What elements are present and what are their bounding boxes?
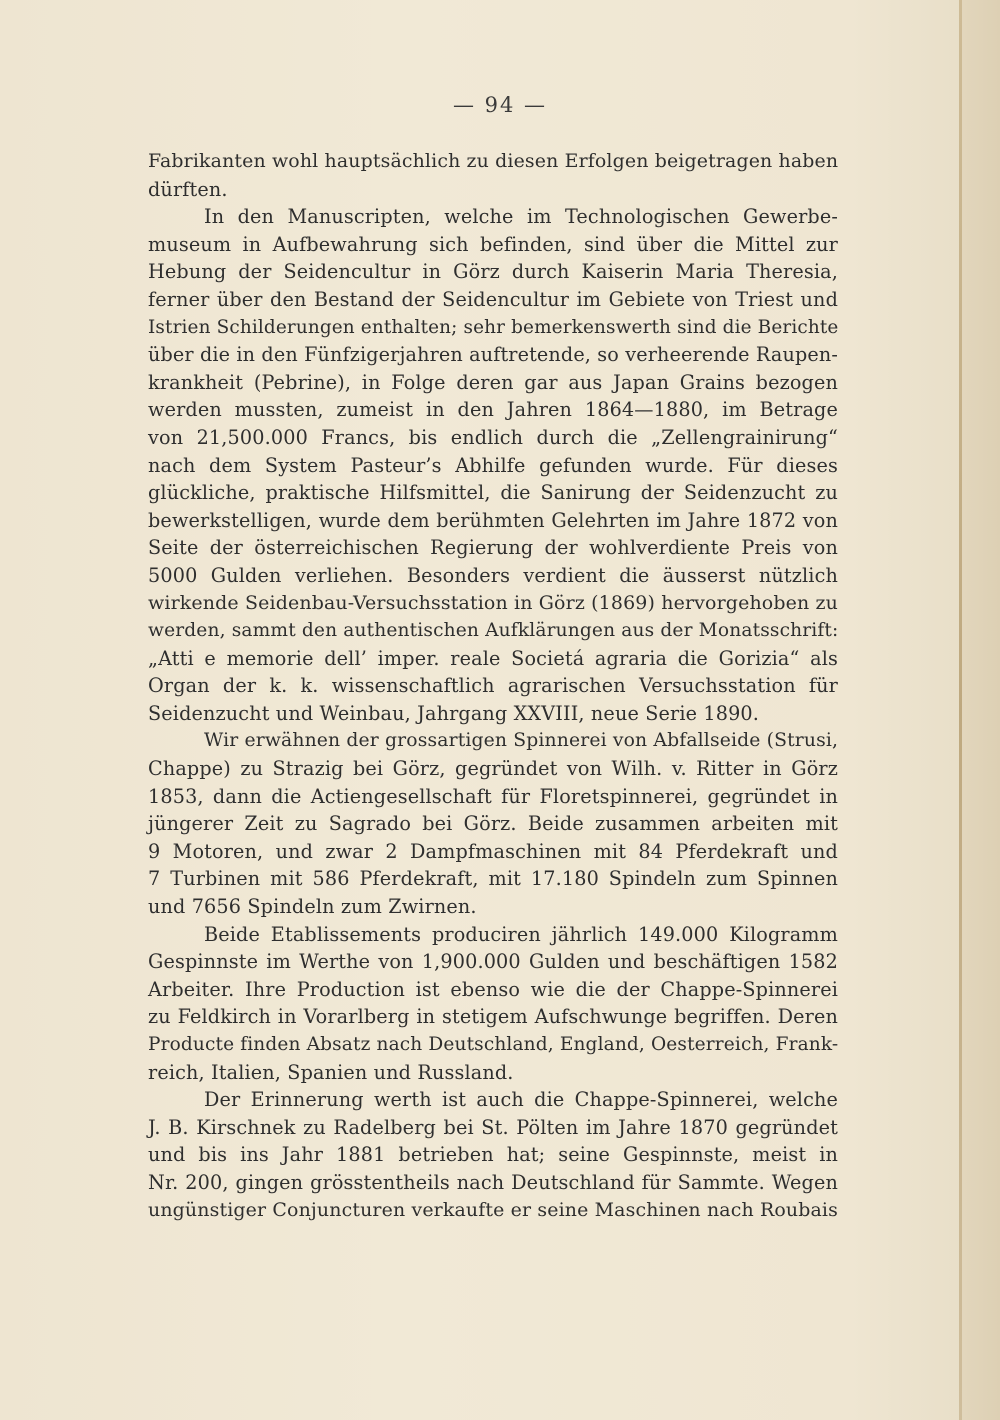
- text-line: Hebung der Seidencultur in Görz durch Kaiserin Maria Theresia,: [148, 260, 838, 284]
- text-line: Wir erwähnen der grossartigen Spinnerei von Abfallseide (Strusi,: [204, 730, 839, 752]
- text-line: 5000 Gulden verliehen. Besonders verdient die äusserst nützlich: [148, 563, 838, 587]
- text-line: Seidenzucht und Weinbau, Jahrgang XXVIII, neue Serie 1890.: [148, 701, 760, 725]
- text-line: Fabrikanten wohl hauptsächlich zu diesen Erfolgen beigetragen haben: [148, 150, 839, 172]
- text-line: reich, Italien, Spanien und Russland.: [148, 1060, 514, 1084]
- body-text: [148, 148, 838, 1224]
- text-line: wirkende Seidenbau-Versuchsstation in Görz (1869) hervorgehoben zu: [148, 591, 839, 614]
- text-line: Der Erinnerung werth ist auch die Chappe-Spinnerei, welche: [204, 1088, 838, 1112]
- text-line: 1853, dann die Actiengesellschaft für Floretspinnerei, gegründet in: [148, 784, 838, 808]
- text-line: Beide Etablissements produciren jährlich 149.000 Kilogramm: [204, 922, 838, 946]
- text-line: jüngerer Zeit zu Sagrado bei Görz. Beide zusammen arbeiten mit: [148, 812, 838, 836]
- text-line: Gespinnste im Werthe von 1,900.000 Gulden und beschäftigen 1582: [148, 950, 838, 974]
- text-line: über die in den Fünfzigerjahren auftretende, so verheerende Raupen-: [148, 343, 838, 367]
- text-line: werden mussten, zumeist in den Jahren 1864—1880, im Betrage: [148, 398, 838, 422]
- text-line: und 7656 Spindeln zum Zwirnen.: [148, 895, 477, 919]
- text-line: krankheit (Pebrine), in Folge deren gar aus Japan Grains bezogen: [148, 370, 838, 394]
- text-line: und bis ins Jahr 1881 betrieben hat; seine Gespinnste, meist in: [148, 1143, 838, 1167]
- text-line: Organ der k. k. wissenschaftlich agrarischen Versuchsstation für: [148, 674, 838, 698]
- text-line: bewerkstelligen, wurde dem berühmten Gelehrten im Jahre 1872 von: [148, 508, 838, 532]
- text-line: In den Manuscripten, welche im Technologischen Gewerbe-: [204, 205, 838, 229]
- text-line: Producte finden Absatz nach Deutschland, England, Oesterreich, Frank-: [148, 1034, 839, 1055]
- text-line: ferner über den Bestand der Seidencultur im Gebiete von Triest und: [148, 287, 838, 311]
- text-line: Seite der österreichischen Regierung der wohlverdiente Preis von: [148, 536, 838, 560]
- text-line: Nr. 200, gingen grösstentheils nach Deutschland für Sammte. Wegen: [148, 1170, 838, 1194]
- text-line: von 21,500.000 Francs, bis endlich durch die „Zellengrainirung“: [148, 425, 838, 449]
- text-line: Chappe) zu Strazig bei Görz, gegründet von Wilh. v. Ritter in Görz: [148, 757, 838, 781]
- text-line: nach dem System Pasteur’s Abhilfe gefunden wurde. Für dieses: [148, 453, 838, 477]
- text-line: 9 Motoren, und zwar 2 Dampfmaschinen mit 84 Pferdekraft und: [148, 839, 838, 863]
- text-line: 7 Turbinen mit 586 Pferdekraft, mit 17.180 Spindeln zum Spinnen: [148, 867, 838, 891]
- text-line: Arbeiter. Ihre Production ist ebenso wie die der Chappe-Spinnerei: [148, 977, 838, 1001]
- page-number: — 94 —: [452, 93, 548, 117]
- text-line: J. B. Kirschnek zu Radelberg bei St. Pölten im Jahre 1870 gegründet: [148, 1115, 838, 1139]
- text-line: „Atti e memorie dell’ imper. reale Societá agraria die Gorizia“ als: [148, 646, 838, 670]
- page-fold-line: [959, 0, 962, 1420]
- text-line: museum in Aufbewahrung sich befinden, sind über die Mittel zur: [148, 232, 838, 256]
- text-line: werden, sammt den authentischen Aufklärungen aus der Monatsschrift:: [148, 620, 839, 642]
- text-line: zu Feldkirch in Vorarlberg in stetigem Aufschwunge begriffen. Deren: [148, 1005, 838, 1029]
- text-line: glückliche, praktische Hilfsmittel, die Sanirung der Seidenzucht zu: [148, 481, 838, 505]
- text-line: dürften.: [148, 177, 228, 201]
- text-line: Istrien Schilderungen enthalten; sehr bemerkenswerth sind die Berichte: [148, 316, 839, 338]
- page-edge: [962, 0, 1000, 1420]
- text-line: ungünstiger Conjuncturen verkaufte er seine Maschinen nach Roubais: [148, 1198, 838, 1221]
